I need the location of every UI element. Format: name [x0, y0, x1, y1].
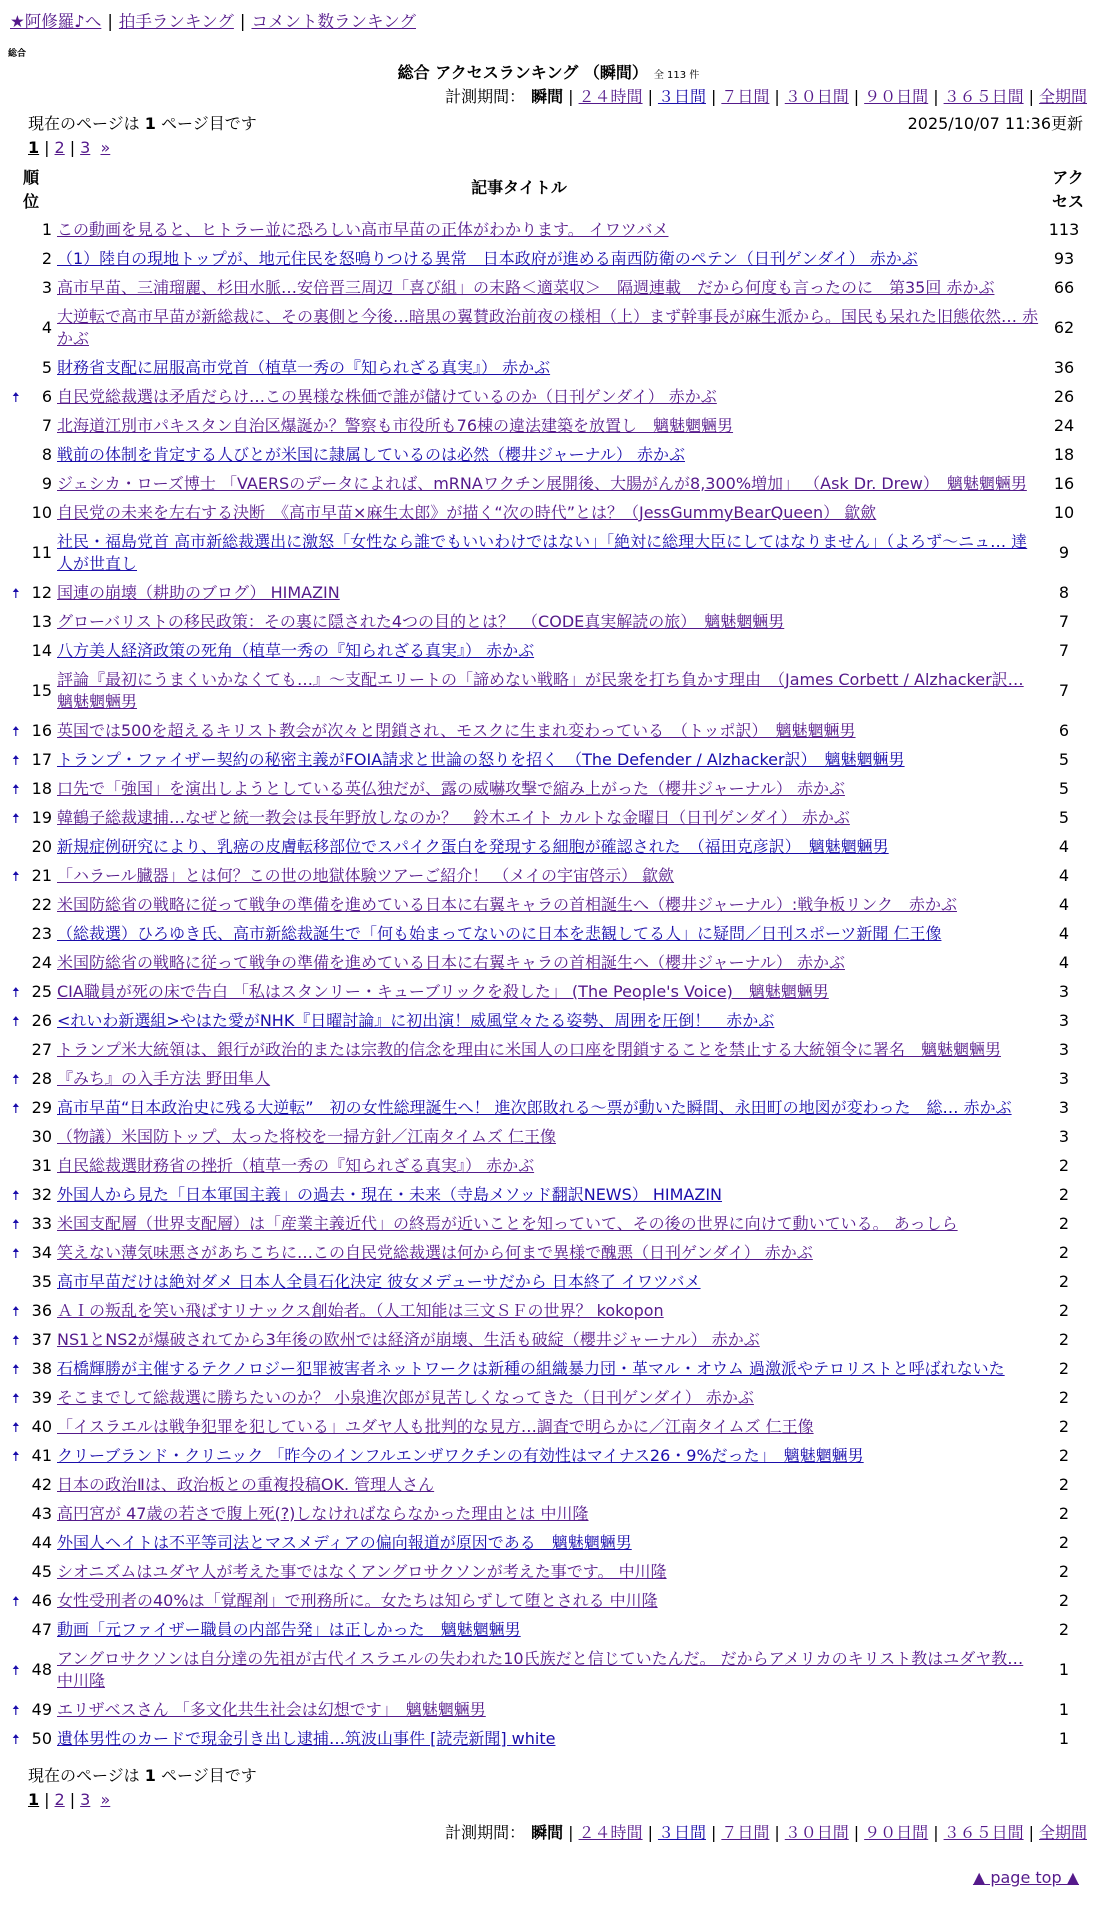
pager-page-3[interactable]: 3 — [80, 1790, 91, 1809]
table-row — [0, 1093, 1097, 1122]
row-title-link[interactable]: 米国防総省の戦略に従って戦争の準備を進めている日本に右翼キャラの首相誕生へ（櫻井ジャーナル） 赤かぶ — [57, 952, 845, 972]
rank-up-arrow-icon: 🠅 — [12, 1593, 20, 1610]
home-link[interactable]: ★阿修羅♪へ — [10, 12, 102, 31]
period-7d-link[interactable]: ７日間 — [721, 87, 770, 106]
rank-up-arrow-icon: 🠅 — [12, 1419, 20, 1436]
row-access-count: 62 — [1053, 317, 1075, 337]
row-title-link[interactable]: 石橋輝勝が主催するテクノロジー犯罪被害者ネットワークは新種の組織暴力団・革マル・オウム 過激派やテロリストと呼ばれないた — [57, 1358, 1005, 1378]
pager-next[interactable]: » — [100, 1790, 111, 1809]
row-title-link[interactable]: CIA職員が死の床で告白 「私はスタンリー・キューブリックを殺した」 (The People's Voice) 魑魅魍魎男 — [57, 981, 829, 1001]
row-rank: 3 — [41, 277, 52, 297]
rank-up-arrow-icon: 🠅 — [12, 810, 20, 827]
period-all-link[interactable]: 全期間 — [1038, 87, 1087, 106]
row-access-count: 2 — [1058, 1619, 1070, 1639]
table-row — [0, 1267, 1097, 1296]
rank-up-arrow-icon: 🠅 — [12, 1100, 20, 1117]
table-row — [0, 527, 1097, 578]
row-title-link[interactable]: （総裁選）ひろゆき氏、高市新総裁誕生で「何も始まってないのに日本を悲観してる人」に疑問／日刊スポーツ新聞 仁王像 — [57, 923, 942, 943]
period-current: 瞬間 — [531, 1823, 564, 1842]
row-title-link[interactable]: 新規症例研究により、乳癌の皮膚転移部位でスパイク蛋白を発現する細胞が確認された （福田克彦訳） 魑魅魍魎男 — [57, 836, 889, 856]
period-label: 計測期間： — [445, 87, 526, 106]
table-row — [0, 716, 1097, 745]
row-rank: 41 — [31, 1445, 52, 1465]
updated-timestamp: 2025/10/07 11:36更新 — [907, 114, 1083, 133]
table-row — [0, 1412, 1097, 1441]
row-access-count: 7 — [1058, 680, 1070, 700]
row-title-link[interactable]: 外国人から見た「日本軍国主義」の過去・現在・未来（寺島メソッド翻訳NEWS） HIMAZIN — [57, 1184, 723, 1204]
row-access-count: 1 — [1058, 1728, 1070, 1748]
table-row — [0, 1695, 1097, 1724]
row-title-link[interactable]: 自民党の未来を左右する決断 《高市早苗×麻生太郎》が描く“次の時代”とは？（JessGummyBearQueen） 歙歛 — [57, 502, 877, 522]
row-title-link[interactable]: 自民総裁選財務省の挫折（植草一秀の『知られざる真実』） 赤かぶ — [57, 1155, 535, 1175]
period-3d-link[interactable]: ３日間 — [657, 87, 706, 106]
row-rank: 25 — [31, 981, 52, 1001]
row-title-link[interactable]: <れいわ新選組>やはた愛がNHK『日曜討論』に初出演！威風堂々たる姿勢、周囲を圧倒！ 赤かぶ — [57, 1010, 775, 1030]
pager-page-3[interactable]: 3 — [80, 138, 91, 157]
column-header-count: アクセス — [1051, 168, 1084, 211]
page-top-link[interactable]: ▲ page top ▲ — [972, 1868, 1079, 1887]
row-title-link[interactable]: 米国防総省の戦略に従って戦争の準備を進めている日本に右翼キャラの首相誕生へ（櫻井ジャーナル）:戦争板リンク 赤かぶ — [57, 894, 957, 914]
row-title-link[interactable]: 韓鶴子総裁逮捕…なぜと統一教会は長年野放しなのか？ 鈴木エイト カルトな金曜日（日刊ゲンダイ） 赤かぶ — [57, 807, 850, 827]
row-rank: 32 — [31, 1184, 52, 1204]
row-rank: 2 — [41, 248, 52, 268]
row-access-count: 10 — [1053, 502, 1075, 522]
row-access-count: 4 — [1058, 923, 1070, 943]
row-access-count: 4 — [1058, 865, 1070, 885]
table-row — [0, 1325, 1097, 1354]
row-access-count: 2 — [1058, 1358, 1070, 1378]
page-info-bottom: 現在のページは 1 ページ目です — [28, 1766, 257, 1785]
rank-up-arrow-icon: 🠅 — [12, 1332, 20, 1349]
row-rank: 8 — [41, 444, 52, 464]
page-info-top: 現在のページは 1 ページ目です — [28, 114, 257, 133]
row-title-link[interactable]: 英国では500を超えるキリスト教会が次々と閉鎖され、モスクに生まれ変わっている （トッポ訳） 魑魅魍魎男 — [57, 720, 856, 740]
period-30d-link[interactable]: ３０日間 — [784, 1823, 849, 1842]
row-rank: 29 — [31, 1097, 52, 1117]
row-access-count: 5 — [1058, 807, 1070, 827]
rank-up-arrow-icon: 🠅 — [12, 585, 20, 602]
rank-up-arrow-icon: 🠅 — [12, 1187, 20, 1204]
table-row — [0, 1528, 1097, 1557]
row-rank: 15 — [31, 680, 52, 700]
row-access-count: 2 — [1058, 1590, 1070, 1610]
row-access-count: 5 — [1058, 749, 1070, 769]
rank-up-arrow-icon: 🠅 — [12, 1390, 20, 1407]
row-title-link[interactable]: 戦前の体制を肯定する人びとが米国に隷属しているのは必然（櫻井ジャーナル） 赤かぶ — [57, 444, 685, 464]
row-rank: 23 — [31, 923, 52, 943]
row-rank: 27 — [31, 1039, 52, 1059]
row-rank: 13 — [31, 611, 52, 631]
row-title-link[interactable]: クリーブランド・クリニック 「昨今のインフルエンザワクチンの有効性はマイナス26・9%だった」 魑魅魍魎男 — [57, 1445, 864, 1465]
table-row — [0, 1383, 1097, 1412]
row-access-count: 2 — [1058, 1503, 1070, 1523]
table-row — [0, 440, 1097, 469]
rank-up-arrow-icon: 🠅 — [12, 1702, 20, 1719]
row-rank: 22 — [31, 894, 52, 914]
ranking-title: 総合 アクセスランキング （瞬間） — [397, 63, 648, 82]
row-title-link[interactable]: ＡＩの叛乱を笑い飛ばすリナックス創始者。（人工知能は三文ＳＦの世界？ kokopon — [57, 1300, 664, 1320]
table-row — [0, 353, 1097, 382]
table-row — [0, 469, 1097, 498]
row-rank: 21 — [31, 865, 52, 885]
row-title-link[interactable]: この動画を見ると、ヒトラー並に恐ろしい高市早苗の正体がわかります。 イワツバメ — [57, 219, 669, 239]
table-row — [0, 1064, 1097, 1093]
row-access-count: 24 — [1053, 415, 1075, 435]
row-access-count: 2 — [1058, 1561, 1070, 1581]
row-title-link[interactable]: 社民・福島党首 高市新総裁選出に激怒「女性なら誰でもいいわけではない」「絶対に総理大臣にしてはなりません」（よろず〜ニュ… 達人が世直し — [57, 531, 1028, 573]
section-label: 総合 — [8, 49, 27, 59]
row-rank: 40 — [31, 1416, 52, 1436]
table-row — [0, 1441, 1097, 1470]
row-access-count: 16 — [1053, 473, 1075, 493]
row-rank: 43 — [31, 1503, 52, 1523]
period-30d-link[interactable]: ３０日間 — [784, 87, 849, 106]
row-title-link[interactable]: 八方美人経済政策の死角（植草一秀の『知られざる真実』） 赤かぶ — [57, 640, 535, 660]
table-row — [0, 1724, 1097, 1753]
row-rank: 7 — [41, 415, 52, 435]
rank-up-arrow-icon: 🠅 — [12, 868, 20, 885]
rank-up-arrow-icon: 🠅 — [12, 1013, 20, 1030]
table-row — [0, 861, 1097, 890]
pager-bottom: 1 | 2 | 3 » — [28, 1790, 111, 1809]
rank-up-arrow-icon: 🠅 — [12, 1731, 20, 1748]
period-selector-bottom: 計測期間： 瞬間 | ２４時間 | ３日間 | ７日間 | ３０日間 | ９０日間 | ３６５日間 | 全期間 — [445, 1823, 1087, 1842]
row-rank: 12 — [31, 582, 52, 602]
table-row — [0, 774, 1097, 803]
row-access-count: 6 — [1058, 720, 1070, 740]
row-title-link[interactable]: 動画「元ファイザー職員の内部告発」は正しかった 魑魅魍魎男 — [57, 1619, 521, 1639]
row-title-link[interactable]: トランプ米大統領は、銀行が政治的または宗教的信念を理由に米国人の口座を閉鎖することを禁止する大統領令に署名 魑魅魍魎男 — [57, 1039, 1002, 1059]
row-access-count: 3 — [1058, 1097, 1070, 1117]
row-access-count: 3 — [1058, 1010, 1070, 1030]
row-rank: 26 — [31, 1010, 52, 1030]
table-row — [0, 273, 1097, 302]
row-title-link[interactable]: 高市早苗、三浦瑠麗、杉田水脈…安倍晋三周辺「喜び組」の末路＜適菜収＞ 隔週連載 だから何度も言ったのに 第35回 赤かぶ — [57, 277, 995, 297]
row-rank: 45 — [31, 1561, 52, 1581]
pager-page-2[interactable]: 2 — [54, 138, 65, 157]
row-title-link[interactable]: 国連の崩壊（耕助のブログ） HIMAZIN — [57, 582, 340, 602]
table-row — [0, 215, 1097, 244]
row-access-count: 7 — [1058, 611, 1070, 631]
row-access-count: 5 — [1058, 778, 1070, 798]
row-access-count: 66 — [1053, 277, 1075, 297]
period-label: 計測期間： — [445, 1823, 526, 1842]
row-title-link[interactable]: トランプ・ファイザー契約の秘密主義がFOIA請求と世論の怒りを招く （The Defender / Alzhacker訳） 魑魅魍魎男 — [57, 749, 905, 769]
row-access-count: 8 — [1058, 582, 1070, 602]
pager-next[interactable]: » — [100, 138, 111, 157]
table-row — [0, 1151, 1097, 1180]
row-title-link[interactable]: 高円宮が 47歳の若さで腹上死(?)しなければならなかった理由とは 中川隆 — [57, 1503, 589, 1523]
row-title-link[interactable]: 「イスラエルは戦争犯罪を犯している」ユダヤ人も批判的な見方…調査で明らかに／江南タイムズ 仁王像 — [57, 1416, 814, 1436]
period-90d-link[interactable]: ９０日間 — [864, 87, 929, 106]
row-access-count: 4 — [1058, 952, 1070, 972]
table-row — [0, 1296, 1097, 1325]
row-title-link[interactable]: エリザベスさん 「多文化共生社会は幻想です」 魑魅魍魎男 — [57, 1699, 486, 1719]
row-rank: 10 — [31, 502, 52, 522]
table-row — [0, 1180, 1097, 1209]
row-rank: 42 — [31, 1474, 52, 1494]
rank-up-arrow-icon: 🠅 — [12, 752, 20, 769]
row-title-link[interactable]: （物議）米国防トップ、太った将校を一掃方針／江南タイムズ 仁王像 — [57, 1126, 557, 1146]
rank-up-arrow-icon: 🠅 — [12, 1071, 20, 1088]
row-rank: 30 — [31, 1126, 52, 1146]
table-row — [0, 919, 1097, 948]
row-rank: 33 — [31, 1213, 52, 1233]
period-current: 瞬間 — [531, 87, 564, 106]
row-title-link[interactable]: 日本の政治Ⅱは、政治板との重複投稿OK. 管理人さん — [57, 1474, 435, 1494]
rank-up-arrow-icon: 🠅 — [12, 984, 20, 1001]
period-24h-link[interactable]: ２４時間 — [578, 87, 643, 106]
row-access-count: 4 — [1058, 894, 1070, 914]
table-row — [0, 665, 1097, 716]
row-access-count: 1 — [1058, 1659, 1070, 1679]
row-title-link[interactable]: 大逆転で高市早苗が新総裁に、その裏側と今後…暗黒の翼賛政治前夜の様相（上）まず幹事長が麻生派から。国民も呆れた旧態依然… 赤かぶ — [57, 306, 1039, 348]
row-rank: 48 — [31, 1659, 52, 1679]
period-7d-link[interactable]: ７日間 — [721, 1823, 770, 1842]
table-row — [0, 1209, 1097, 1238]
row-access-count: 2 — [1058, 1155, 1070, 1175]
row-access-count: 2 — [1058, 1271, 1070, 1291]
row-access-count: 2 — [1058, 1445, 1070, 1465]
table-row — [0, 578, 1097, 607]
row-title-link[interactable]: 外国人ヘイトは不平等司法とマスメディアの偏向報道が原因である 魑魅魍魎男 — [57, 1532, 632, 1552]
row-access-count: 2 — [1058, 1242, 1070, 1262]
table-row — [0, 745, 1097, 774]
table-row — [0, 244, 1097, 273]
rank-up-arrow-icon: 🠅 — [12, 781, 20, 798]
clap-ranking-link[interactable]: 拍手ランキング — [118, 12, 234, 31]
top-nav: ★阿修羅♪へ | 拍手ランキング | コメント数ランキング — [10, 12, 416, 31]
row-rank: 6 — [41, 386, 52, 406]
row-title-link[interactable]: シオニズムはユダヤ人が考えた事ではなくアングロサクソンが考えた事です。 中川隆 — [57, 1561, 667, 1581]
table-row — [0, 1644, 1097, 1695]
table-row — [0, 1586, 1097, 1615]
table-row — [0, 1470, 1097, 1499]
rank-up-arrow-icon: 🠅 — [12, 723, 20, 740]
column-header-title: 記事タイトル — [471, 178, 567, 197]
rank-up-arrow-icon: 🠅 — [12, 1448, 20, 1465]
table-row — [0, 498, 1097, 527]
row-title-link[interactable]: 自民党総裁選は矛盾だらけ…この異様な株価で誰が儲けているのか（日刊ゲンダイ） 赤かぶ — [57, 386, 717, 406]
row-access-count: 7 — [1058, 640, 1070, 660]
row-rank: 44 — [31, 1532, 52, 1552]
row-access-count: 93 — [1053, 248, 1075, 268]
table-row — [0, 803, 1097, 832]
row-rank: 17 — [31, 749, 52, 769]
row-title-link[interactable]: 笑えない薄気味悪さがあちこちに…この自民党総裁選は何から何まで異様で醜悪（日刊ゲンダイ） 赤かぶ — [57, 1242, 813, 1262]
table-row — [0, 302, 1097, 353]
row-rank: 19 — [31, 807, 52, 827]
row-rank: 11 — [31, 542, 52, 562]
row-access-count: 3 — [1058, 1068, 1070, 1088]
table-row — [0, 607, 1097, 636]
pager-page-2[interactable]: 2 — [54, 1790, 65, 1809]
rank-up-arrow-icon: 🠅 — [12, 1216, 20, 1233]
rank-up-arrow-icon: 🠅 — [12, 1245, 20, 1262]
row-rank: 38 — [31, 1358, 52, 1378]
row-title-link[interactable]: （1）陸自の現地トップが、地元住民を怒鳴りつける異常 日本政府が進める南西防衛のペテン（日刊ゲンダイ） 赤かぶ — [57, 248, 918, 268]
row-title-link[interactable]: 「ハラール臓器」とは何？この世の地獄体験ツアーご紹介！ （メイの宇宙啓示） 歙歛 — [57, 865, 675, 885]
pager-current: 1 — [28, 1790, 40, 1809]
table-row — [0, 636, 1097, 665]
row-rank: 18 — [31, 778, 52, 798]
row-access-count: 2 — [1058, 1387, 1070, 1407]
rank-up-arrow-icon: 🠅 — [12, 1662, 20, 1679]
period-all-link[interactable]: 全期間 — [1038, 1823, 1087, 1842]
row-access-count: 113 — [1048, 219, 1080, 239]
row-access-count: 2 — [1058, 1213, 1070, 1233]
row-title-link[interactable]: アングロサクソンは自分達の先祖が古代イスラエルの失われた10氏族だと信じていたんだ。 だからアメリカのキリスト教はユダヤ教… 中川隆 — [57, 1648, 1024, 1690]
table-row — [0, 1354, 1097, 1383]
row-title-link[interactable]: 米国支配層（世界支配層）は「産業主義近代」の終焉が近いことを知っていて、その後の世界に向けて動いている。 あっしら — [57, 1213, 958, 1233]
row-rank: 4 — [41, 317, 52, 337]
row-access-count: 3 — [1058, 1126, 1070, 1146]
table-row — [0, 1615, 1097, 1644]
table-row — [0, 977, 1097, 1006]
row-title-link[interactable]: グローバリストの移民政策：その裏に隠された4つの目的とは？ （CODE真実解読の旅） 魑魅魍魎男 — [57, 611, 785, 631]
row-access-count: 1 — [1058, 1699, 1070, 1719]
row-title-link[interactable]: 高市早苗だけは絶対ダメ 日本人全員石化決定 彼女メデューサだから 日本終了 イワツバメ — [57, 1271, 701, 1291]
table-row — [0, 1035, 1097, 1064]
table-row — [0, 411, 1097, 440]
row-title-link[interactable]: 口先で「強国」を演出しようとしている英仏独だが、露の威嚇攻撃で縮み上がった（櫻井ジャーナル） 赤かぶ — [57, 778, 845, 798]
table-row — [0, 1499, 1097, 1528]
row-rank: 5 — [41, 357, 52, 377]
row-access-count: 36 — [1053, 357, 1075, 377]
period-24h-link[interactable]: ２４時間 — [578, 1823, 643, 1842]
row-rank: 31 — [31, 1155, 52, 1175]
row-rank: 37 — [31, 1329, 52, 1349]
table-row — [0, 382, 1097, 411]
table-row — [0, 1006, 1097, 1035]
row-rank: 34 — [31, 1242, 52, 1262]
table-row — [0, 1557, 1097, 1586]
row-access-count: 2 — [1058, 1532, 1070, 1552]
row-access-count: 2 — [1058, 1300, 1070, 1320]
table-row — [0, 1238, 1097, 1267]
row-access-count: 2 — [1058, 1329, 1070, 1349]
row-rank: 36 — [31, 1300, 52, 1320]
row-rank: 46 — [31, 1590, 52, 1610]
row-title-link[interactable]: 女性受刑者の40%は「覚醒剤」で刑務所に。女たちは知らずして堕とされる 中川隆 — [57, 1590, 658, 1610]
row-access-count: 2 — [1058, 1474, 1070, 1494]
row-title-link[interactable]: 北海道江別市パキスタン自治区爆誕か？警察も市役所も76棟の違法建築を放置し 魑魅魍魎男 — [57, 415, 734, 435]
row-title-link[interactable]: 評論『最初にうまくいかなくても…』〜支配エリートの「諦めない戦略」が民衆を打ち負かす理由 （James Corbett / Alzhacker訳… 魑魅魍魎男 — [57, 669, 1024, 711]
row-rank: 20 — [31, 836, 52, 856]
table-row — [0, 890, 1097, 919]
rank-up-arrow-icon: 🠅 — [12, 1303, 20, 1320]
pager-top: 1 | 2 | 3 » — [28, 138, 111, 157]
page-title — [0, 62, 1097, 87]
rank-up-arrow-icon: 🠅 — [12, 389, 20, 406]
row-access-count: 26 — [1053, 386, 1075, 406]
row-title-link[interactable]: 財務省支配に屈服高市党首（植草一秀の『知られざる真実』） 赤かぶ — [57, 357, 551, 377]
period-3d-link[interactable]: ３日間 — [657, 1823, 706, 1842]
row-title-link[interactable]: NS1とNS2が爆破されてから3年後の欧州では経済が崩壊、生活も破綻（櫻井ジャーナル） 赤かぶ — [57, 1329, 760, 1349]
row-title-link[interactable]: 遺体男性のカードで現金引き出し逮捕…筑波山事件 [読売新聞] white — [57, 1728, 556, 1748]
row-rank: 49 — [31, 1699, 52, 1719]
table-row — [0, 948, 1097, 977]
row-rank: 24 — [31, 952, 52, 972]
row-access-count: 4 — [1058, 836, 1070, 856]
total-count: 全 113 件 — [653, 70, 700, 81]
row-rank: 28 — [31, 1068, 52, 1088]
row-access-count: 3 — [1058, 1039, 1070, 1059]
rank-up-arrow-icon: 🠅 — [12, 1361, 20, 1378]
row-access-count: 3 — [1058, 981, 1070, 1001]
row-title-link[interactable]: ジェシカ・ローズ博士 「VAERSのデータによれば、mRNAワクチン展開後、大腸がんが8,300%増加」 （Ask Dr. Drew） 魑魅魍魎男 — [57, 473, 1027, 493]
row-title-link[interactable]: 高市早苗“日本政治史に残る大逆転” 初の女性総理誕生へ！ 進次郎敗れる〜票が動いた瞬間、永田町の地図が変わった 総… 赤かぶ — [57, 1097, 1012, 1117]
period-365d-link[interactable]: ３６５日間 — [943, 1823, 1024, 1842]
comment-ranking-link[interactable]: コメント数ランキング — [251, 12, 416, 31]
row-access-count: 9 — [1058, 542, 1070, 562]
row-rank: 9 — [41, 473, 52, 493]
row-title-link[interactable]: そこまでして総裁選に勝ちたいのか？ 小泉進次郎が見苦しくなってきた（日刊ゲンダイ） 赤かぶ — [57, 1387, 754, 1407]
row-rank: 39 — [31, 1387, 52, 1407]
row-rank: 16 — [31, 720, 52, 740]
row-access-count: 18 — [1053, 444, 1075, 464]
row-rank: 14 — [31, 640, 52, 660]
column-header-rank: 順位 — [22, 168, 39, 211]
row-title-link[interactable]: 『みち』の入手方法 野田隼人 — [57, 1068, 271, 1088]
table-row — [0, 832, 1097, 861]
row-rank: 47 — [31, 1619, 52, 1639]
row-rank: 1 — [41, 219, 52, 239]
row-rank: 50 — [31, 1728, 52, 1748]
table-row — [0, 1122, 1097, 1151]
row-access-count: 2 — [1058, 1416, 1070, 1436]
pager-current: 1 — [28, 138, 40, 157]
row-rank: 35 — [31, 1271, 52, 1291]
period-selector-top: 計測期間： 瞬間 | ２４時間 | ３日間 | ７日間 | ３０日間 | ９０日間 | ３６５日間 | 全期間 — [445, 87, 1087, 106]
row-access-count: 2 — [1058, 1184, 1070, 1204]
period-90d-link[interactable]: ９０日間 — [864, 1823, 929, 1842]
period-365d-link[interactable]: ３６５日間 — [943, 87, 1024, 106]
